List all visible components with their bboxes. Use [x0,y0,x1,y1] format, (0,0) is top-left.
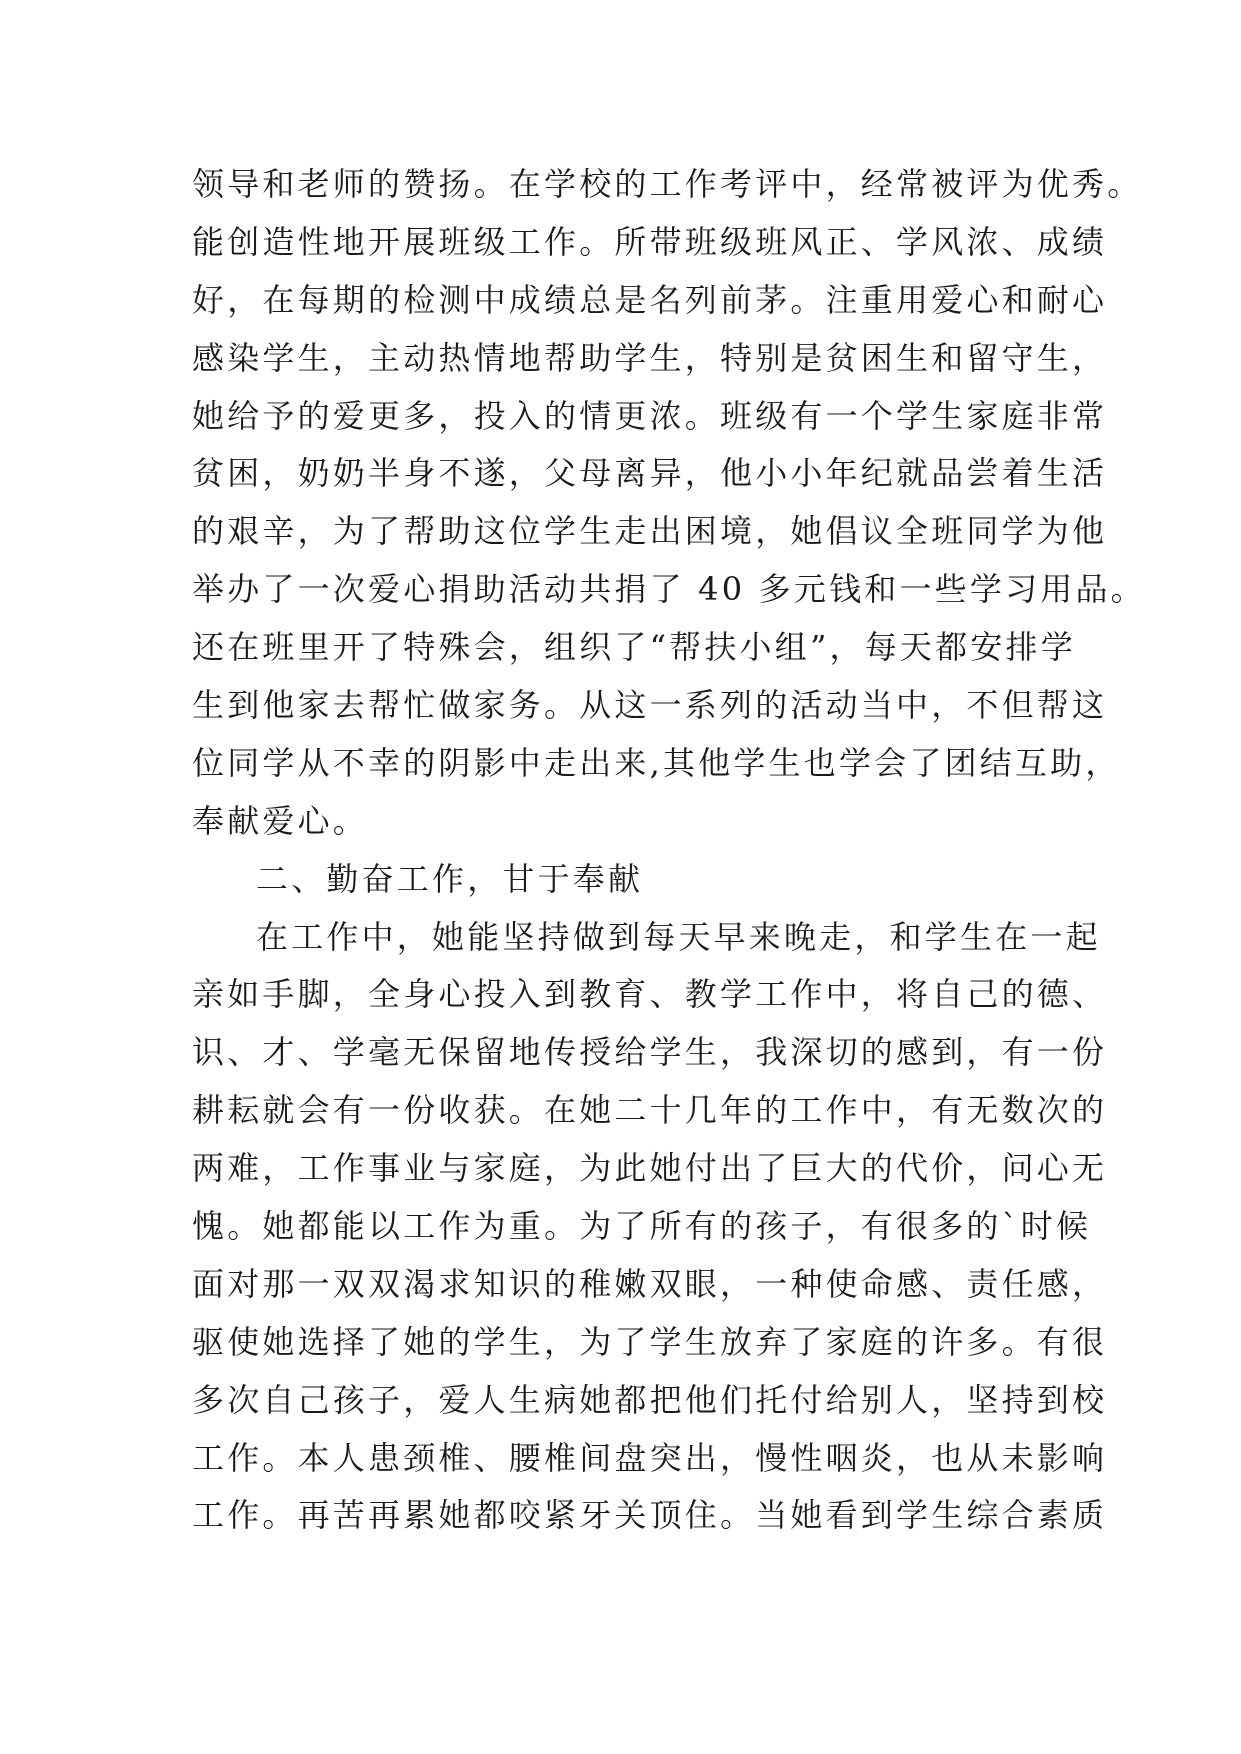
text-line: 驱使她选择了她的学生，为了学生放弃了家庭的许多。有很 [192,1322,1108,1361]
text-line: 多次自己孩子，爱人生病她都把他们托付给别人，坚持到校 [192,1380,1108,1419]
text-line: 亲如手脚，全身心投入到教育、教学工作中，将自己的德、 [192,975,1108,1014]
text-line: 识、才、学毫无保留地传授给学生，我深切的感到，有一份 [192,1033,1108,1072]
text-line: 面对那一双双渴求知识的稚嫩双眼，一种使命感、责任感， [192,1264,1108,1303]
text-line: 她给予的爱更多，投入的情更浓。班级有一个学生家庭非常 [192,396,1108,435]
text-line: 奉献爱心。 [192,801,369,840]
text-line: 好，在每期的检测中成绩总是名列前茅。注重用爱心和耐心 [192,280,1108,319]
text-line: 感染学生，主动热情地帮助学生，特别是贫困生和留守生， [192,338,1108,377]
text-line: 在工作中，她能坚持做到每天早来晚走，和学生在一起 [256,917,1101,956]
text-line: 贫困，奶奶半身不遂，父母离异，他小小年纪就品尝着生活 [192,454,1108,493]
text-line: 两难，工作事业与家庭，为此她付出了巨大的代价，问心无 [192,1149,1108,1188]
text-line: 领导和老师的赞扬。在学校的工作考评中，经常被评为优秀。 [192,165,1143,203]
text-line: 生到他家去帮忙做家务。从这一系列的活动当中，不但帮这 [192,686,1108,725]
text-line: 工作。本人患颈椎、腰椎间盘突出，慢性咽炎，也从未影响 [192,1438,1108,1477]
section-heading: 二、勤奋工作，甘于奉献 [256,859,644,898]
text-line: 的艰辛，为了帮助这位学生走出困境，她倡议全班同学为他 [192,512,1108,551]
text-line: 举办了一次爱心捐助活动共捐了 40 多元钱和一些学习用品。 [192,570,1146,609]
text-line: 愧。她都能以工作为重。为了所有的孩子，有很多的`时候 [192,1207,1092,1246]
text-line: 还在班里开了特殊会，组织了“帮扶小组”，每天都安排学 [192,628,1076,667]
text-line: 位同学从不幸的阴影中走出来,其他学生也学会了团结互助， [192,743,1121,782]
text-line: 工作。再苦再累她都咬紧牙关顶住。当她看到学生综合素质 [192,1496,1108,1535]
text-line: 耕耘就会有一份收获。在她二十几年的工作中，有无数次的 [192,1091,1108,1130]
text-line: 能创造性地开展班级工作。所带班级班风正、学风浓、成绩 [192,222,1108,261]
body-text [192,156,1146,1545]
